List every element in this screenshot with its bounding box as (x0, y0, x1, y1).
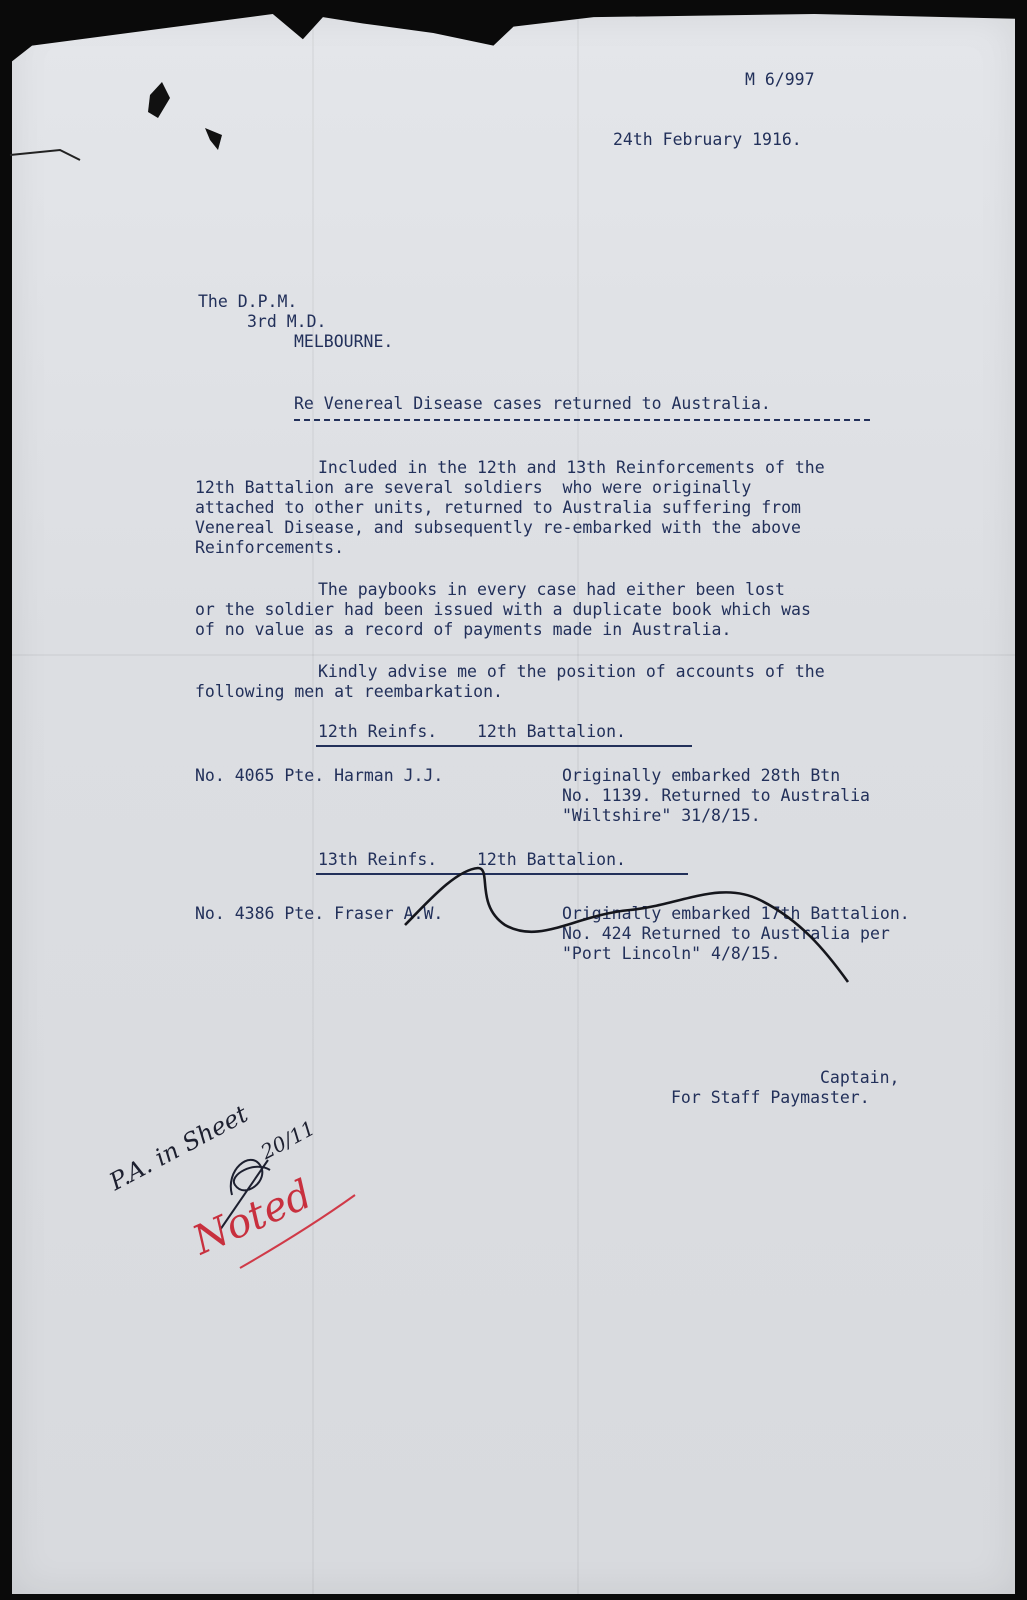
handwritten-date: 20/11 (256, 1115, 319, 1164)
soldier-detail: "Port Lincoln" 4/8/15. (562, 944, 781, 963)
noted-annotation: Noted (186, 1171, 319, 1264)
body-line: following men at reembarkation. (195, 682, 503, 701)
body-line: Reinforcements. (195, 538, 345, 557)
group-heading-underline (316, 873, 688, 875)
group-heading: 12th Reinfs. 12th Battalion. (318, 722, 626, 741)
soldier-detail: Originally embarked 28th Btn (562, 766, 841, 785)
body-line: Included in the 12th and 13th Reinforcements of the (318, 458, 825, 477)
fold-crease (312, 14, 314, 1594)
addressee-line: The D.P.M. (198, 292, 298, 311)
body-line: Kindly advise me of the position of accounts of the (318, 662, 825, 681)
soldier-name: No. 4386 Pte. Fraser A.W. (195, 904, 444, 923)
soldier-detail: No. 1139. Returned to Australia (562, 786, 870, 805)
reference-number: M 6/997 (745, 70, 815, 89)
body-line: Venereal Disease, and subsequently re-embarked with the above (195, 518, 801, 537)
soldier-detail: No. 424 Returned to Australia per (562, 924, 890, 943)
soldier-detail: "Wiltshire" 31/8/15. (562, 806, 761, 825)
handwritten-note: P.A. in Sheet (104, 1099, 253, 1196)
addressee-line: MELBOURNE. (294, 332, 394, 351)
group-heading-underline (316, 745, 692, 747)
soldier-name: No. 4065 Pte. Harman J.J. (195, 766, 444, 785)
body-line: 12th Battalion are several soldiers who were originally (195, 478, 752, 497)
addressee-line: 3rd M.D. (247, 312, 327, 331)
soldier-detail: Originally embarked 17th Battalion. (562, 904, 910, 923)
fold-crease (12, 654, 1015, 656)
subject-line: Re Venereal Disease cases returned to Australia. (294, 394, 771, 413)
letter-date: 24th February 1916. (613, 130, 802, 149)
subject-underline (294, 419, 870, 421)
body-line: The paybooks in every case had either been lost (318, 580, 785, 599)
signature-role: For Staff Paymaster. (671, 1088, 870, 1107)
body-line: attached to other units, returned to Australia suffering from (195, 498, 801, 517)
group-heading: 13th Reinfs. 12th Battalion. (318, 850, 626, 869)
body-line: or the soldier had been issued with a duplicate book which was (195, 600, 811, 619)
signature-title: Captain, (820, 1068, 900, 1087)
body-line: of no value as a record of payments made in Australia. (195, 620, 732, 639)
